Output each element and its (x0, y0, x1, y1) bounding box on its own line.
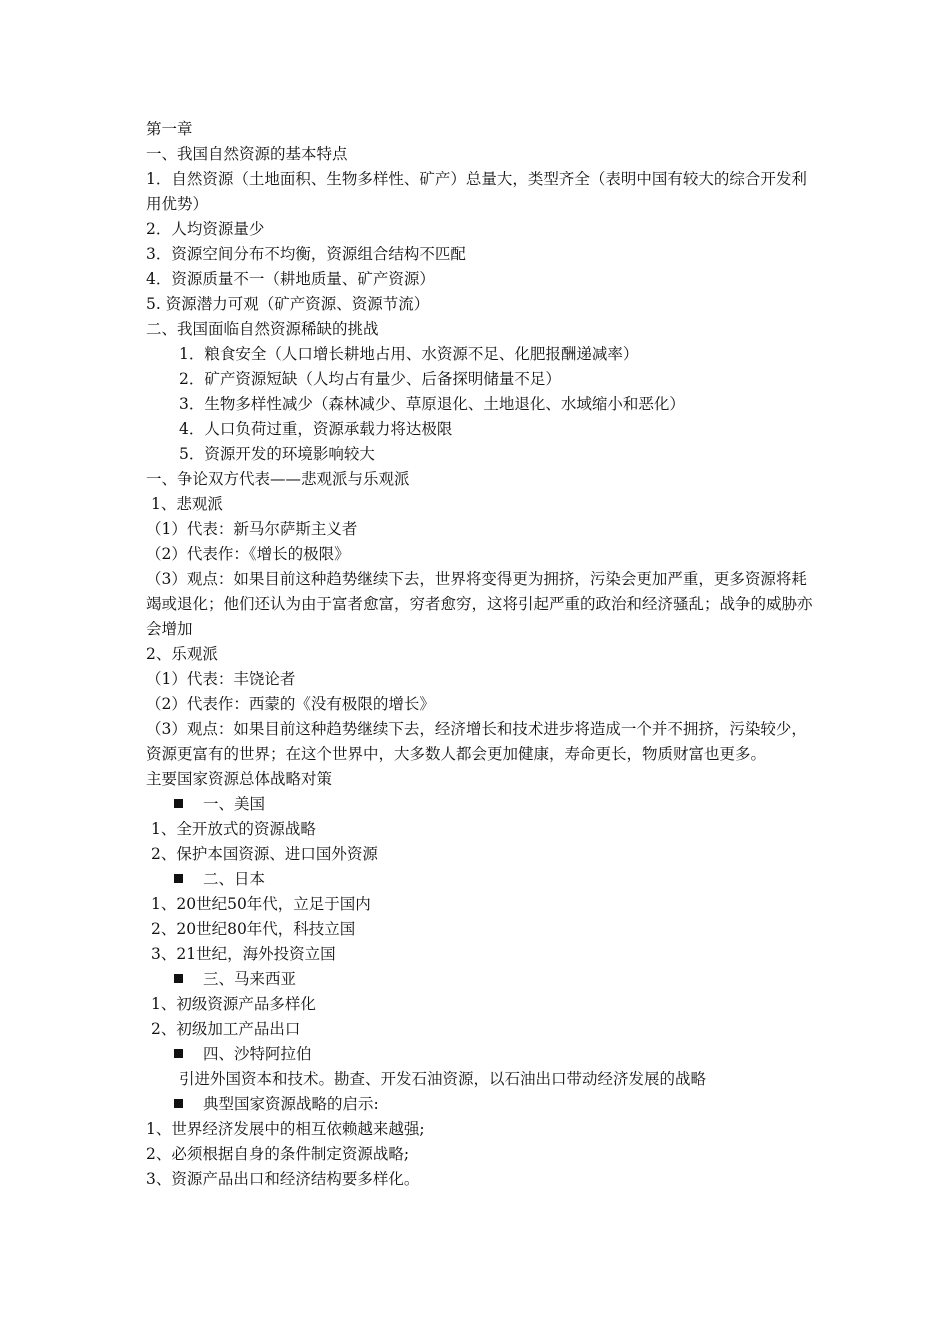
section-heading: 一、我国自然资源的基本特点 (146, 145, 348, 163)
bullet-item (146, 967, 816, 992)
list-item: 2．人均资源量少 (146, 220, 265, 238)
list-item: （2）代表作：西蒙的《没有极限的增长》 (146, 695, 435, 713)
list-item: 4．资源质量不一（耕地质量、矿产资源） (146, 270, 435, 288)
bullet-item (146, 1092, 816, 1117)
list-item: 2、20世纪80年代，科技立国 (151, 920, 356, 938)
bullet-item (146, 792, 816, 817)
list-item: 1、20世纪50年代，立足于国内 (151, 895, 371, 913)
bullet-text: 四、沙特阿拉伯 (203, 1045, 312, 1063)
bullet-item (146, 1042, 816, 1067)
list-item: 2、必须根据自身的条件制定资源战略; (146, 1145, 410, 1163)
bullet-text: 二、日本 (203, 870, 266, 888)
bullet-text: 典型国家资源战略的启示: (203, 1095, 379, 1113)
square-bullet-icon (174, 1049, 183, 1058)
list-item: 3．资源空间分布不均衡，资源组合结构不匹配 (146, 245, 466, 263)
square-bullet-icon (174, 1099, 183, 1108)
section-heading: 一、争论双方代表——悲观派与乐观派 (146, 470, 410, 488)
list-item: 1．粮食安全（人口增长耕地占用、水资源不足、化肥报酬递减率） (179, 345, 639, 363)
square-bullet-icon (174, 874, 183, 883)
list-item: 1、世界经济发展中的相互依赖越来越强; (146, 1120, 425, 1138)
bullet-text: 三、马来西亚 (203, 970, 297, 988)
list-item: （2）代表作：《增长的极限》 (146, 545, 350, 563)
document-body (146, 117, 816, 1192)
list-item: （1）代表：丰饶论者 (146, 670, 296, 688)
paragraph: 引进外国资本和技术。勘查、开发石油资源，以石油出口带动经济发展的战略 (179, 1070, 707, 1088)
chapter-title: 第一章 (146, 120, 193, 138)
paragraph: （3）观点：如果目前这种趋势继续下去，世界将变得更为拥挤，污染会更加严重，更多资源将耗竭或退化；他们还认为由于富者愈富，穷者愈穷，这将引起严重的政治和经济骚乱；战争的威胁亦会增加 (146, 570, 813, 638)
list-item: （1）代表：新马尔萨斯主义者 (146, 520, 358, 538)
bullet-text: 一、美国 (203, 795, 266, 813)
list-item: 1．自然资源（土地面积、生物多样性、矿产）总量大，类型齐全（表明中国有较大的综合开发利用优势） (146, 170, 807, 213)
list-item: 3．生物多样性减少（森林减少、草原退化、土地退化、水域缩小和恶化） (179, 395, 685, 413)
subsection-heading: 1、悲观派 (151, 495, 223, 513)
list-item: 2．矿产资源短缺（人均占有量少、后备探明储量不足） (179, 370, 561, 388)
paragraph: （3）观点：如果目前这种趋势继续下去，经济增长和技术进步将造成一个并不拥挤，污染较少，资源更富有的世界；在这个世界中，大多数人都会更加健康，寿命更长，物质财富也更多。 (146, 720, 807, 763)
list-item: 2、初级加工产品出口 (151, 1020, 301, 1038)
list-item: 1、初级资源产品多样化 (151, 995, 316, 1013)
list-item: 5．资源开发的环境影响较大 (179, 445, 375, 463)
list-item: 4．人口负荷过重，资源承载力将达极限 (179, 420, 453, 438)
bullet-item (146, 867, 816, 892)
section-heading: 主要国家资源总体战略对策 (146, 770, 333, 788)
list-item: 3、资源产品出口和经济结构要多样化。 (146, 1170, 420, 1188)
subsection-heading: 2、乐观派 (146, 645, 218, 663)
list-item: 1、全开放式的资源战略 (151, 820, 316, 838)
list-item: 5. 资源潜力可观（矿产资源、资源节流） (146, 295, 430, 313)
square-bullet-icon (174, 799, 183, 808)
list-item: 3、21世纪，海外投资立国 (151, 945, 336, 963)
square-bullet-icon (174, 974, 183, 983)
list-item: 2、保护本国资源、进口国外资源 (151, 845, 378, 863)
section-heading: 二、我国面临自然资源稀缺的挑战 (146, 320, 379, 338)
